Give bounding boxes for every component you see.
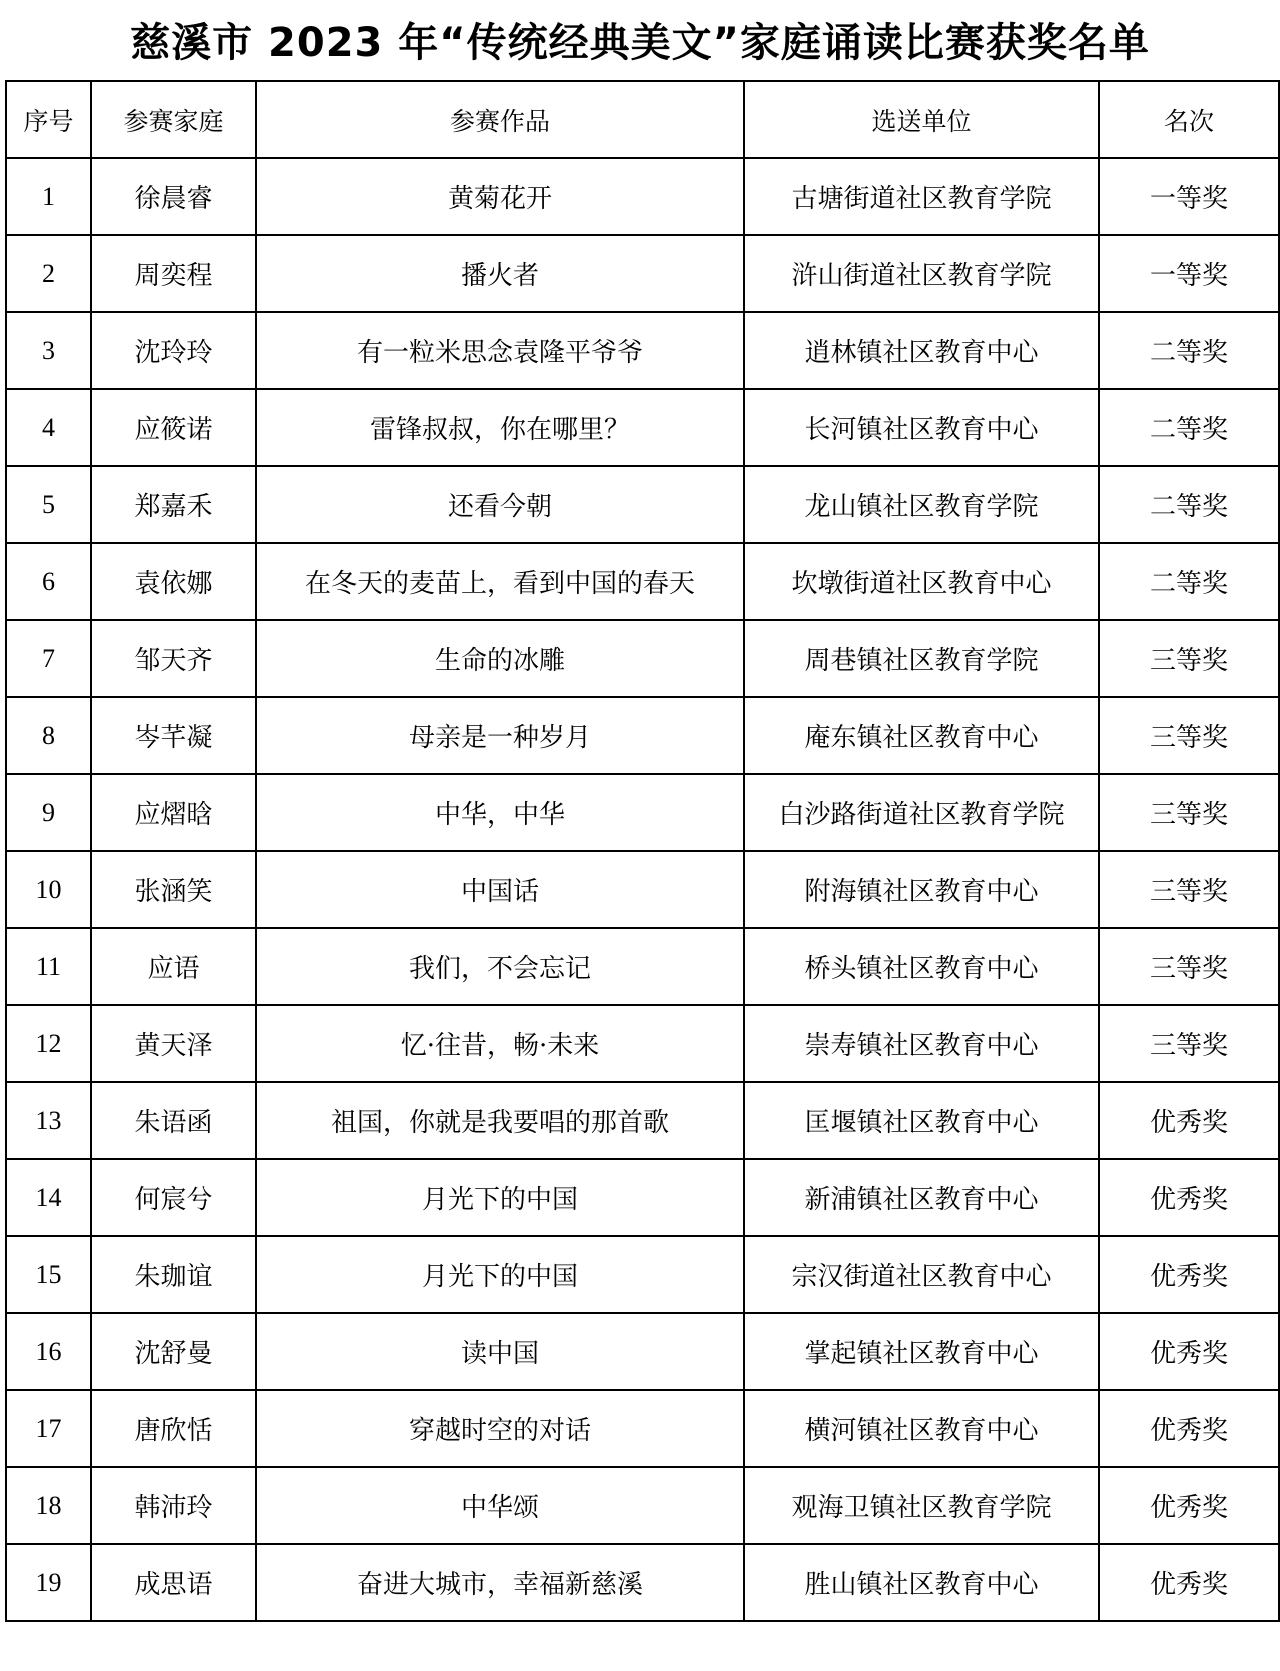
- cell-no: 1: [6, 158, 91, 235]
- cell-family: 应语: [91, 928, 256, 1005]
- table-row: [6, 158, 1279, 235]
- table-row: [6, 543, 1279, 620]
- cell-no: 7: [6, 620, 91, 697]
- cell-rank: 二等奖: [1099, 466, 1279, 543]
- cell-no: 13: [6, 1082, 91, 1159]
- cell-unit: 长河镇社区教育中心: [744, 389, 1099, 466]
- cell-work: 奋进大城市，幸福新慈溪: [256, 1544, 744, 1621]
- cell-unit: 坎墩街道社区教育中心: [744, 543, 1099, 620]
- table-row: [6, 1467, 1279, 1544]
- cell-unit: 观海卫镇社区教育学院: [744, 1467, 1099, 1544]
- cell-family: 徐晨睿: [91, 158, 256, 235]
- cell-family: 黄天泽: [91, 1005, 256, 1082]
- cell-no: 18: [6, 1467, 91, 1544]
- cell-family: 朱珈谊: [91, 1236, 256, 1313]
- cell-no: 16: [6, 1313, 91, 1390]
- cell-unit: 宗汉街道社区教育中心: [744, 1236, 1099, 1313]
- cell-unit: 横河镇社区教育中心: [744, 1390, 1099, 1467]
- cell-unit: 古塘街道社区教育学院: [744, 158, 1099, 235]
- cell-work: 母亲是一种岁月: [256, 697, 744, 774]
- cell-rank: 一等奖: [1099, 235, 1279, 312]
- cell-work: 黄菊花开: [256, 158, 744, 235]
- cell-rank: 优秀奖: [1099, 1467, 1279, 1544]
- cell-work: 我们，不会忘记: [256, 928, 744, 1005]
- cell-work: 在冬天的麦苗上，看到中国的春天: [256, 543, 744, 620]
- table-row: [6, 1082, 1279, 1159]
- table-row: [6, 1544, 1279, 1621]
- cell-work: 生命的冰雕: [256, 620, 744, 697]
- header-family: 参赛家庭: [91, 81, 256, 158]
- cell-no: 2: [6, 235, 91, 312]
- cell-rank: 优秀奖: [1099, 1082, 1279, 1159]
- cell-work: 忆·往昔，畅·未来: [256, 1005, 744, 1082]
- cell-unit: 新浦镇社区教育中心: [744, 1159, 1099, 1236]
- cell-family: 张涵笑: [91, 851, 256, 928]
- cell-unit: 掌起镇社区教育中心: [744, 1313, 1099, 1390]
- cell-rank: 三等奖: [1099, 620, 1279, 697]
- cell-no: 17: [6, 1390, 91, 1467]
- table-row: [6, 620, 1279, 697]
- cell-rank: 优秀奖: [1099, 1313, 1279, 1390]
- cell-family: 韩沛玲: [91, 1467, 256, 1544]
- cell-unit: 桥头镇社区教育中心: [744, 928, 1099, 1005]
- cell-no: 19: [6, 1544, 91, 1621]
- cell-no: 15: [6, 1236, 91, 1313]
- page-title: 慈溪市 2023 年“传统经典美文”家庭诵读比赛获奖名单: [130, 20, 1150, 66]
- cell-no: 12: [6, 1005, 91, 1082]
- cell-work: 雷锋叔叔，你在哪里？: [256, 389, 744, 466]
- cell-work: 中华，中华: [256, 774, 744, 851]
- awards-table: [5, 80, 1280, 1622]
- header-unit: 选送单位: [744, 81, 1099, 158]
- table-row: [6, 1005, 1279, 1082]
- cell-work: 月光下的中国: [256, 1236, 744, 1313]
- cell-family: 应熠晗: [91, 774, 256, 851]
- table-row: [6, 928, 1279, 1005]
- cell-unit: 附海镇社区教育中心: [744, 851, 1099, 928]
- cell-rank: 三等奖: [1099, 851, 1279, 928]
- cell-rank: 优秀奖: [1099, 1236, 1279, 1313]
- cell-family: 邹天齐: [91, 620, 256, 697]
- cell-family: 郑嘉禾: [91, 466, 256, 543]
- cell-work: 读中国: [256, 1313, 744, 1390]
- cell-family: 沈舒曼: [91, 1313, 256, 1390]
- cell-rank: 优秀奖: [1099, 1159, 1279, 1236]
- table-row: [6, 235, 1279, 312]
- cell-no: 4: [6, 389, 91, 466]
- cell-no: 6: [6, 543, 91, 620]
- table-header: [6, 81, 1279, 158]
- cell-family: 何宸兮: [91, 1159, 256, 1236]
- table-row: [6, 1159, 1279, 1236]
- cell-no: 14: [6, 1159, 91, 1236]
- cell-work: 祖国，你就是我要唱的那首歌: [256, 1082, 744, 1159]
- cell-family: 沈玲玲: [91, 312, 256, 389]
- header-row: [6, 81, 1279, 158]
- cell-work: 月光下的中国: [256, 1159, 744, 1236]
- cell-rank: 三等奖: [1099, 774, 1279, 851]
- cell-work: 中国话: [256, 851, 744, 928]
- cell-no: 10: [6, 851, 91, 928]
- cell-family: 周奕程: [91, 235, 256, 312]
- table-row: [6, 466, 1279, 543]
- cell-family: 袁依娜: [91, 543, 256, 620]
- cell-family: 应筱诺: [91, 389, 256, 466]
- cell-no: 5: [6, 466, 91, 543]
- cell-unit: 白沙路街道社区教育学院: [744, 774, 1099, 851]
- header-work: 参赛作品: [256, 81, 744, 158]
- cell-work: 还看今朝: [256, 466, 744, 543]
- cell-rank: 二等奖: [1099, 543, 1279, 620]
- cell-no: 11: [6, 928, 91, 1005]
- cell-unit: 逍林镇社区教育中心: [744, 312, 1099, 389]
- header-rank: 名次: [1099, 81, 1279, 158]
- cell-no: 9: [6, 774, 91, 851]
- table-row: [6, 1313, 1279, 1390]
- header-no: 序号: [6, 81, 91, 158]
- cell-rank: 三等奖: [1099, 697, 1279, 774]
- cell-unit: 庵东镇社区教育中心: [744, 697, 1099, 774]
- cell-no: 8: [6, 697, 91, 774]
- cell-family: 唐欣恬: [91, 1390, 256, 1467]
- cell-no: 3: [6, 312, 91, 389]
- table-row: [6, 1236, 1279, 1313]
- table-row: [6, 697, 1279, 774]
- table-row: [6, 389, 1279, 466]
- table-body: [6, 158, 1279, 1621]
- table-row: [6, 312, 1279, 389]
- cell-unit: 龙山镇社区教育学院: [744, 466, 1099, 543]
- table-row: [6, 774, 1279, 851]
- cell-unit: 崇寿镇社区教育中心: [744, 1005, 1099, 1082]
- cell-work: 有一粒米思念袁隆平爷爷: [256, 312, 744, 389]
- cell-rank: 三等奖: [1099, 928, 1279, 1005]
- cell-unit: 周巷镇社区教育学院: [744, 620, 1099, 697]
- table-row: [6, 1390, 1279, 1467]
- cell-rank: 二等奖: [1099, 389, 1279, 466]
- cell-family: 成思语: [91, 1544, 256, 1621]
- cell-work: 中华颂: [256, 1467, 744, 1544]
- cell-rank: 一等奖: [1099, 158, 1279, 235]
- cell-rank: 三等奖: [1099, 1005, 1279, 1082]
- cell-work: 播火者: [256, 235, 744, 312]
- cell-family: 岑芊凝: [91, 697, 256, 774]
- cell-rank: 优秀奖: [1099, 1390, 1279, 1467]
- cell-unit: 匡堰镇社区教育中心: [744, 1082, 1099, 1159]
- cell-rank: 二等奖: [1099, 312, 1279, 389]
- table-row: [6, 851, 1279, 928]
- cell-unit: 浒山街道社区教育学院: [744, 235, 1099, 312]
- cell-rank: 优秀奖: [1099, 1544, 1279, 1621]
- cell-family: 朱语函: [91, 1082, 256, 1159]
- cell-work: 穿越时空的对话: [256, 1390, 744, 1467]
- cell-unit: 胜山镇社区教育中心: [744, 1544, 1099, 1621]
